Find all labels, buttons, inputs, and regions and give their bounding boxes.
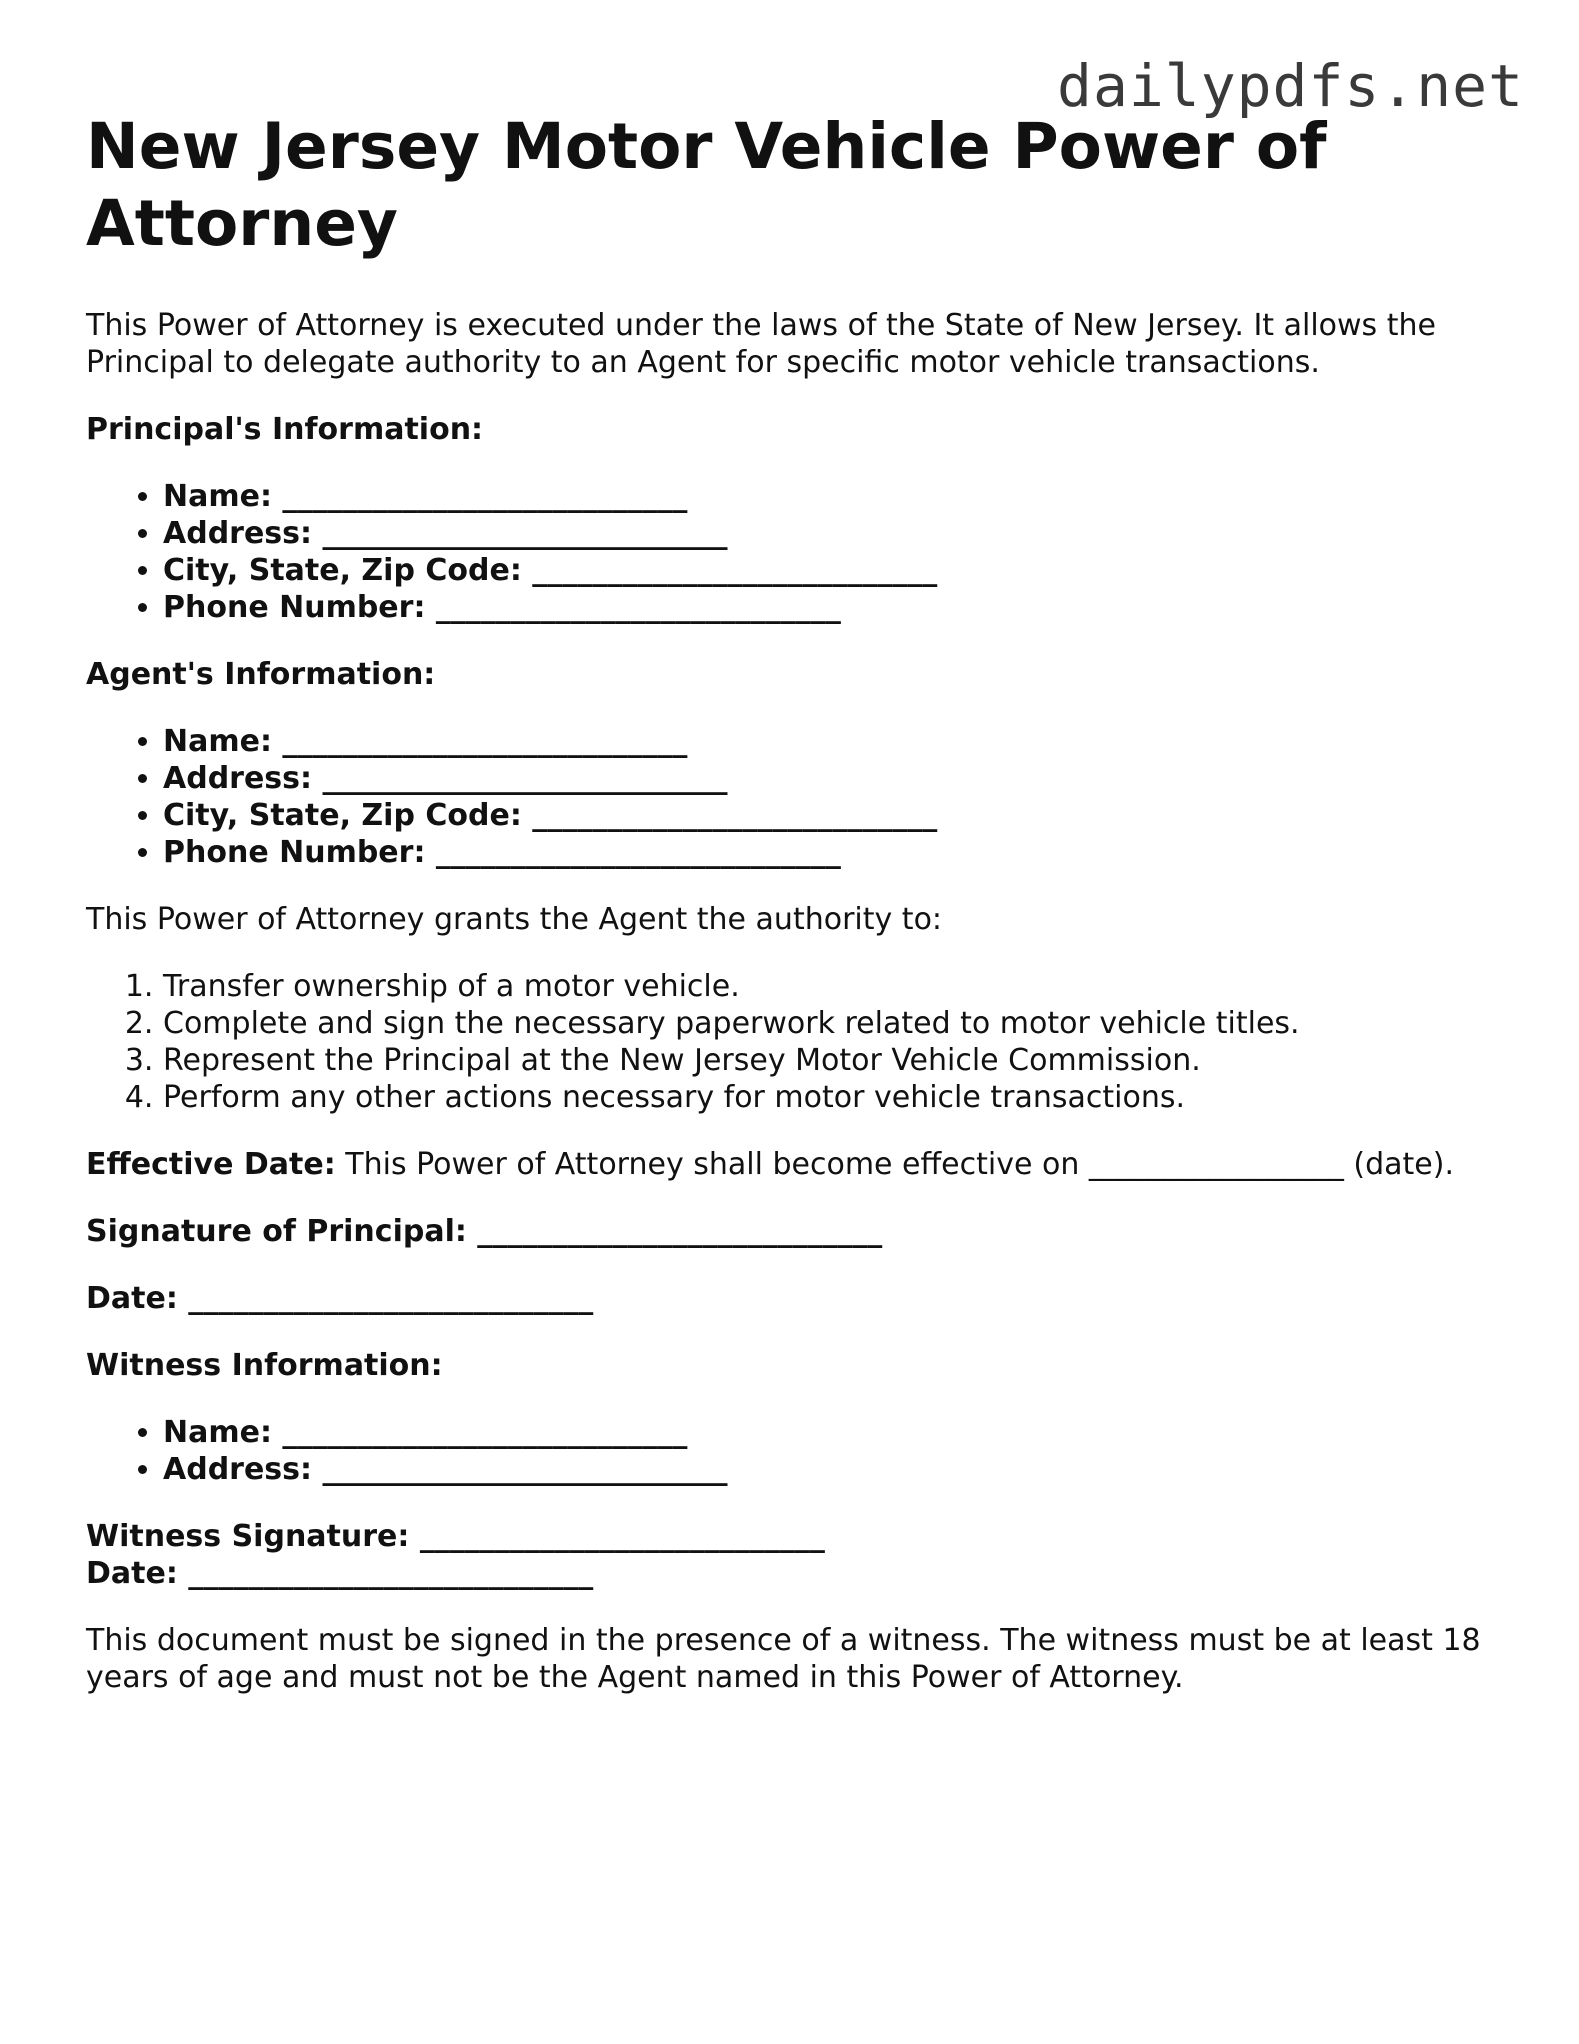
effective-date-label: Effective Date:	[86, 1147, 336, 1182]
agent-fields-list	[86, 723, 1486, 871]
agent-city-field: • City, State, Zip Code: ___________________________	[163, 797, 1486, 834]
grants-intro: This Power of Attorney grants the Agent the authority to:	[86, 902, 943, 937]
power-item: 1. Transfer ownership of a motor vehicle.	[163, 968, 1486, 1005]
witness-date-line: Date: ___________________________	[86, 1556, 594, 1591]
witness-signature-line: Witness Signature: ___________________________	[86, 1519, 825, 1554]
principal-address-field: • Address: ___________________________	[163, 515, 1486, 552]
principal-date-line: Date: ___________________________	[86, 1281, 594, 1316]
powers-list	[86, 968, 1486, 1116]
document-page	[86, 108, 1486, 1726]
effective-date-paragraph	[86, 1146, 1486, 1183]
document-title: New Jersey Motor Vehicle Power of Attorney	[86, 110, 1327, 260]
power-item: 3. Represent the Principal at the New Jersey Motor Vehicle Commission.	[163, 1042, 1486, 1079]
agent-name-field: • Name: ___________________________	[163, 723, 1486, 760]
power-item: 2. Complete and sign the necessary paperwork related to motor vehicle titles.	[163, 1005, 1486, 1042]
watermark: dailypdfs.net	[1057, 52, 1524, 120]
intro-paragraph: This Power of Attorney is executed under the laws of the State of New Jersey. It allows the Principal to delegate authority to an Agent for specific motor vehicle transactions.	[86, 308, 1436, 380]
agent-address-field: • Address: ___________________________	[163, 760, 1486, 797]
effective-date-text: This Power of Attorney shall become effective on _________________ (date).	[335, 1147, 1454, 1182]
witness-name-field: • Name: ___________________________	[163, 1414, 1486, 1451]
agent-phone-field: • Phone Number: ___________________________	[163, 834, 1486, 871]
witness-heading: Witness Information:	[86, 1348, 443, 1383]
principal-phone-field: • Phone Number: ___________________________	[163, 589, 1486, 626]
closing-paragraph: This document must be signed in the presence of a witness. The witness must be at least 18 years of age and must not be the Agent named in this Power of Attorney.	[86, 1623, 1481, 1695]
principal-name-field: • Name: ___________________________	[163, 478, 1486, 515]
principal-heading: Principal's Information:	[86, 412, 484, 447]
power-item: 4. Perform any other actions necessary for motor vehicle transactions.	[163, 1079, 1486, 1116]
witness-address-field: • Address: ___________________________	[163, 1451, 1486, 1488]
principal-city-field: • City, State, Zip Code: ___________________________	[163, 552, 1486, 589]
witness-fields-list	[86, 1414, 1486, 1488]
principal-fields-list	[86, 478, 1486, 626]
agent-heading: Agent's Information:	[86, 657, 436, 692]
witness-signature-block	[86, 1518, 1486, 1592]
principal-signature-line: Signature of Principal: ___________________________	[86, 1214, 883, 1249]
